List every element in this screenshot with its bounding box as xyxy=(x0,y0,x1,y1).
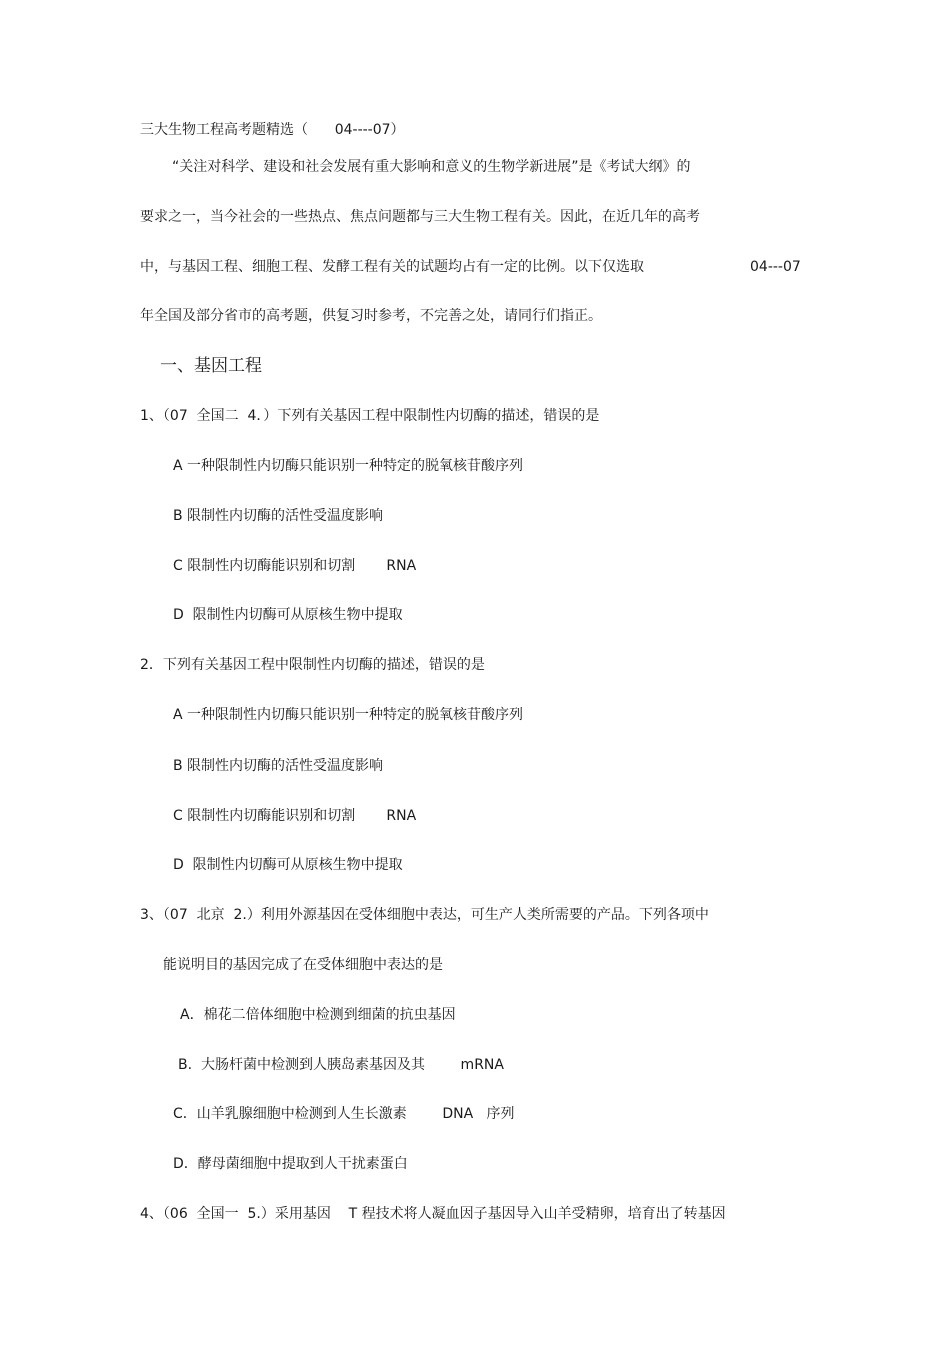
question-1-stem: 1、（07 全国二 4．）下列有关基因工程中限制性内切酶的描述，错误的是 xyxy=(140,408,600,424)
question-3-option-d: D．酵母菌细胞中提取到人干扰素蛋白 xyxy=(173,1156,408,1172)
intro-line-3-year-range: 04---07 xyxy=(750,259,801,275)
document-title: 三大生物工程高考题精选（ 04----07） xyxy=(140,122,405,138)
question-1-option-d: D 限制性内切酶可从原核生物中提取 xyxy=(173,607,403,623)
question-3-option-c: C．山羊乳腺细胞中检测到人生长激素 DNA 序列 xyxy=(173,1106,515,1122)
question-3-option-a: A．棉花二倍体细胞中检测到细菌的抗虫基因 xyxy=(180,1007,456,1023)
question-2-option-d: D 限制性内切酶可从原核生物中提取 xyxy=(173,857,403,873)
question-3-stem-continued: 能说明目的基因完成了在受体细胞中表达的是 xyxy=(163,957,443,973)
question-1-option-b: B 限制性内切酶的活性受温度影响 xyxy=(173,508,384,524)
question-2-option-c: C 限制性内切酶能识别和切割 RNA xyxy=(173,808,417,824)
intro-line-3: 中，与基因工程、细胞工程、发酵工程有关的试题均占有一定的比例。以下仅选取 xyxy=(140,259,644,275)
question-4-stem: 4、（06 全国一 5.）采用基因 T 程技术将人凝血因子基因导入山羊受精卵，培育出了转基因 xyxy=(140,1206,726,1222)
question-3-stem: 3、（07 北京 2.）利用外源基因在受体细胞中表达，可生产人类所需要的产品。下列各项中 xyxy=(140,907,709,923)
question-2-stem: 2．下列有关基因工程中限制性内切酶的描述，错误的是 xyxy=(140,657,485,673)
question-3-option-b: B. 大肠杆菌中检测到人胰岛素基因及其 mRNA xyxy=(178,1057,504,1073)
question-2-option-a: A 一种限制性内切酶只能识别一种特定的脱氧核苷酸序列 xyxy=(173,707,524,723)
question-1-option-a: A 一种限制性内切酶只能识别一种特定的脱氧核苷酸序列 xyxy=(173,458,524,474)
intro-line-4: 年全国及部分省市的高考题，供复习时参考，不完善之处，请同行们指正。 xyxy=(140,308,602,324)
section-heading-gene-engineering: 一、基因工程 xyxy=(160,356,262,376)
question-1-option-c: C 限制性内切酶能识别和切割 RNA xyxy=(173,558,417,574)
intro-line-2: 要求之一，当今社会的一些热点、焦点问题都与三大生物工程有关。因此，在近几年的高考 xyxy=(140,209,700,225)
intro-line-1: “关注对科学、建设和社会发展有重大影响和意义的生物学新进展”是《考试大纲》的 xyxy=(172,159,691,175)
question-2-option-b: B 限制性内切酶的活性受温度影响 xyxy=(173,758,384,774)
